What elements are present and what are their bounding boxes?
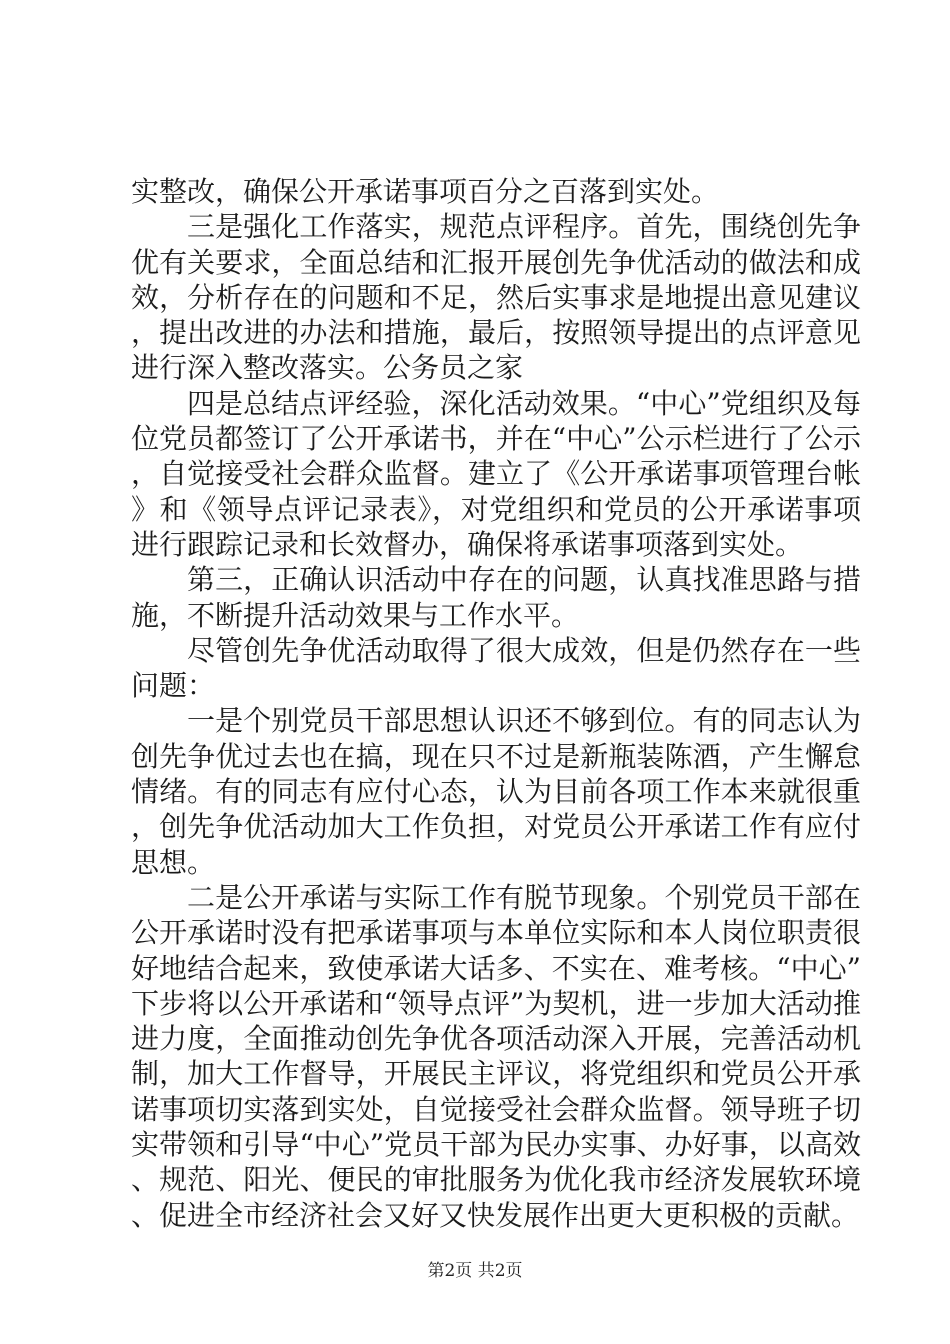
paragraph-3: 四是总结点评经验，深化活动效果。“中心”党组织及每位党员都签订了公开承诺书，并在“中心”公示栏进行了公示，自觉接受社会群众监督。建立了《公开承诺事项管理台帐》和《领导点评记录表》，对党组织和党员的公开承诺事项进行跟踪记录和长效督办，确保将承诺事项落到实处。 — [131, 386, 861, 561]
paragraph-7: 二是公开承诺与实际工作有脱节现象。个别党员干部在公开承诺时没有把承诺事项与本单位实际和本人岗位职责很好地结合起来，致使承诺大话多、不实在、难考核。“中心”下步将以公开承诺和“领导点评”为契机，进一步加大活动推进力度，全面推动创先争优各项活动深入开展，完善活动机制，加大工作督导，开展民主评议，将党组织和党员公开承诺事项切实落到实处，自觉接受社会群众监督。领导班子切实带领和引导“中心”党员干部为民办实事、办好事，以高效、规范、阳光、便民的审批服务为优化我市经济发展软环境、促进全市经济社会又好又快发展作出更大更积极的贡献。 — [131, 880, 861, 1232]
paragraph-6: 一是个别党员干部思想认识还不够到位。有的同志认为创先争优过去也在搞，现在只不过是新瓶装陈酒，产生懈怠情绪。有的同志有应付心态，认为目前各项工作本来就很重，创先争优活动加大工作负担，对党员公开承诺工作有应付思想。 — [131, 704, 861, 879]
paragraph-5: 尽管创先争优活动取得了很大成效，但是仍然存在一些问题： — [131, 633, 861, 703]
page-number-label: 第2页 共2页 — [427, 1261, 523, 1281]
document-body — [131, 174, 861, 1233]
page-footer — [0, 1256, 950, 1281]
paragraph-1: 实整改，确保公开承诺事项百分之百落到实处。 — [131, 175, 720, 208]
paragraph-2: 三是强化工作落实，规范点评程序。首先，围绕创先争优有关要求，全面总结和汇报开展创先争优活动的做法和成效，分析存在的问题和不足，然后实事求是地提出意见建议，提出改进的办法和措施，最后，按照领导提出的点评意见进行深入整改落实。公务员之家 — [131, 210, 861, 385]
paragraph-4: 第三，正确认识活动中存在的问题，认真找准思路与措施，不断提升活动效果与工作水平。 — [131, 563, 861, 632]
